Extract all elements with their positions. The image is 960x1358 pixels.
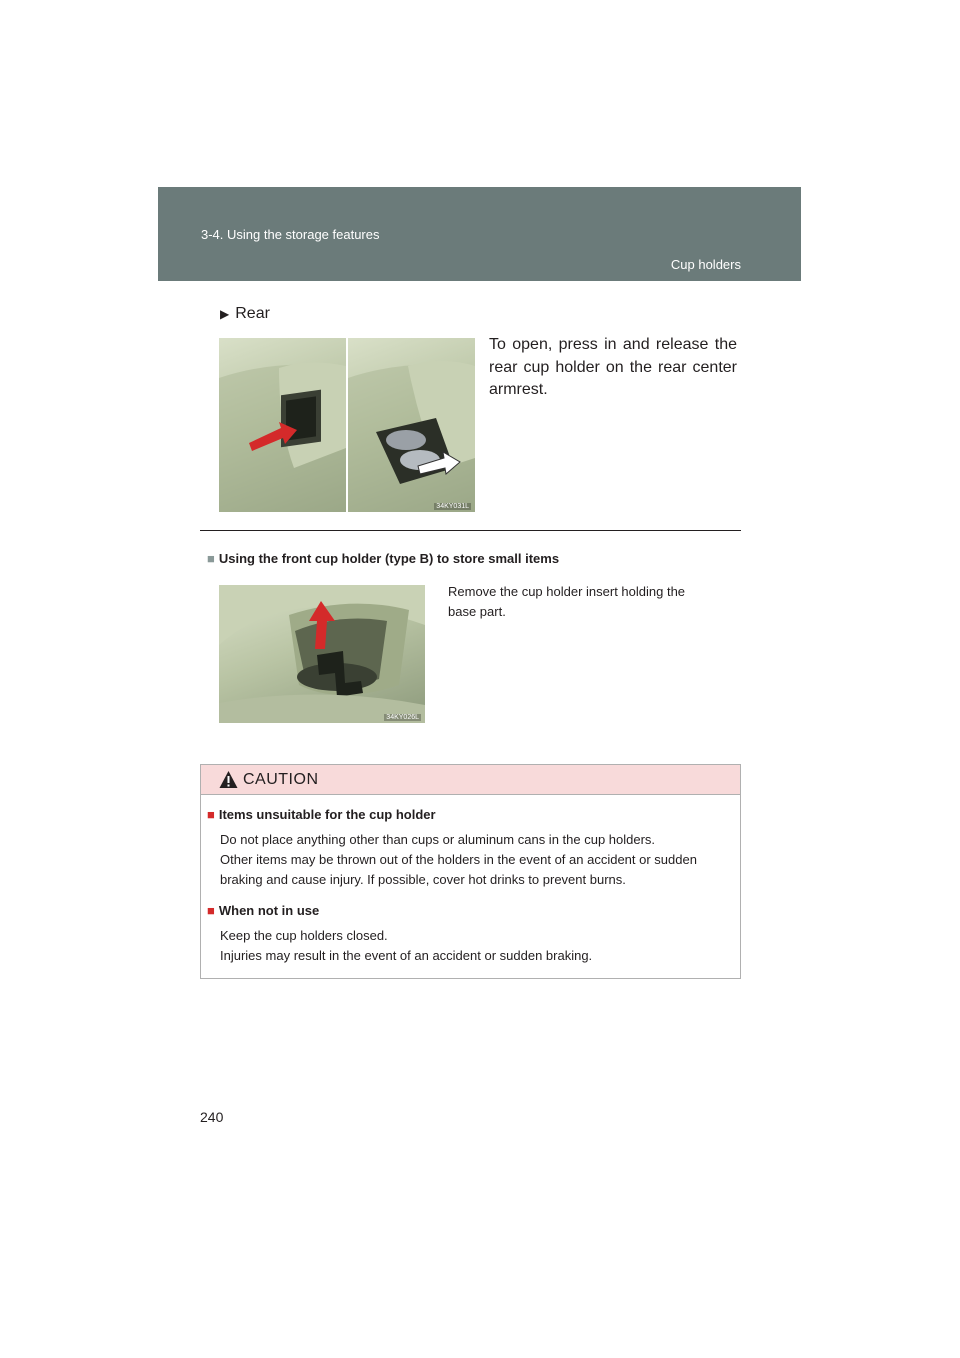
caution-box — [200, 764, 741, 979]
front-heading-text: Using the front cup holder (type B) to store small items — [218, 551, 560, 566]
triangle-bullet-icon: ▶ — [220, 307, 230, 321]
rear-armrest-closed-photo — [219, 338, 346, 512]
caution-item-title — [207, 903, 734, 918]
rear-cup-holder-open-photo — [348, 338, 475, 512]
chapter-title: 3-4. Using the storage features — [201, 227, 380, 242]
rear-title-text: Rear — [235, 305, 270, 322]
caution-line: braking and cause injury. If possible, cover hot drinks to prevent burns. — [220, 872, 626, 887]
front-cup-holder-photo — [219, 585, 425, 723]
page-header — [158, 187, 801, 281]
front-cup-holder-heading — [207, 551, 559, 566]
page-number: 240 — [200, 1109, 224, 1125]
cup-holder-insert-illustration — [219, 585, 425, 723]
front-instruction-line: Remove the cup holder insert holding the — [448, 584, 686, 599]
rear-subheading — [220, 305, 270, 323]
image-code: 34KY026L — [386, 714, 419, 721]
caution-header — [201, 765, 740, 795]
section-title: Cup holders — [670, 257, 741, 272]
square-bullet-icon: ■ — [207, 807, 215, 822]
caution-item-title-text: Items unsuitable for the cup holder — [218, 807, 436, 822]
caution-title: CAUTION — [243, 771, 319, 788]
front-instruction-line: base part. — [448, 604, 506, 619]
square-bullet-icon: ■ — [207, 903, 215, 918]
caution-item-title-text: When not in use — [218, 903, 320, 918]
caution-line: Do not place anything other than cups or aluminum cans in the cup holders. — [220, 832, 656, 847]
caution-item-title — [207, 807, 734, 822]
warning-triangle-icon — [219, 770, 238, 789]
caution-line: Injuries may result in the event of an accident or sudden braking. — [220, 948, 593, 963]
caution-line: Keep the cup holders closed. — [220, 928, 388, 943]
armrest-closed-illustration — [219, 338, 346, 512]
square-bullet-icon: ■ — [207, 551, 215, 566]
rear-instruction: To open, press in and release the rear cup holder on the rear center armrest. — [489, 336, 737, 398]
section-divider — [200, 530, 741, 531]
cup-holder-open-illustration — [348, 338, 475, 512]
caution-line: Other items may be thrown out of the holders in the event of an accident or sudden — [220, 852, 697, 867]
caution-body — [201, 795, 740, 966]
image-code: 34KY031L — [436, 503, 469, 510]
front-instruction — [448, 582, 730, 622]
